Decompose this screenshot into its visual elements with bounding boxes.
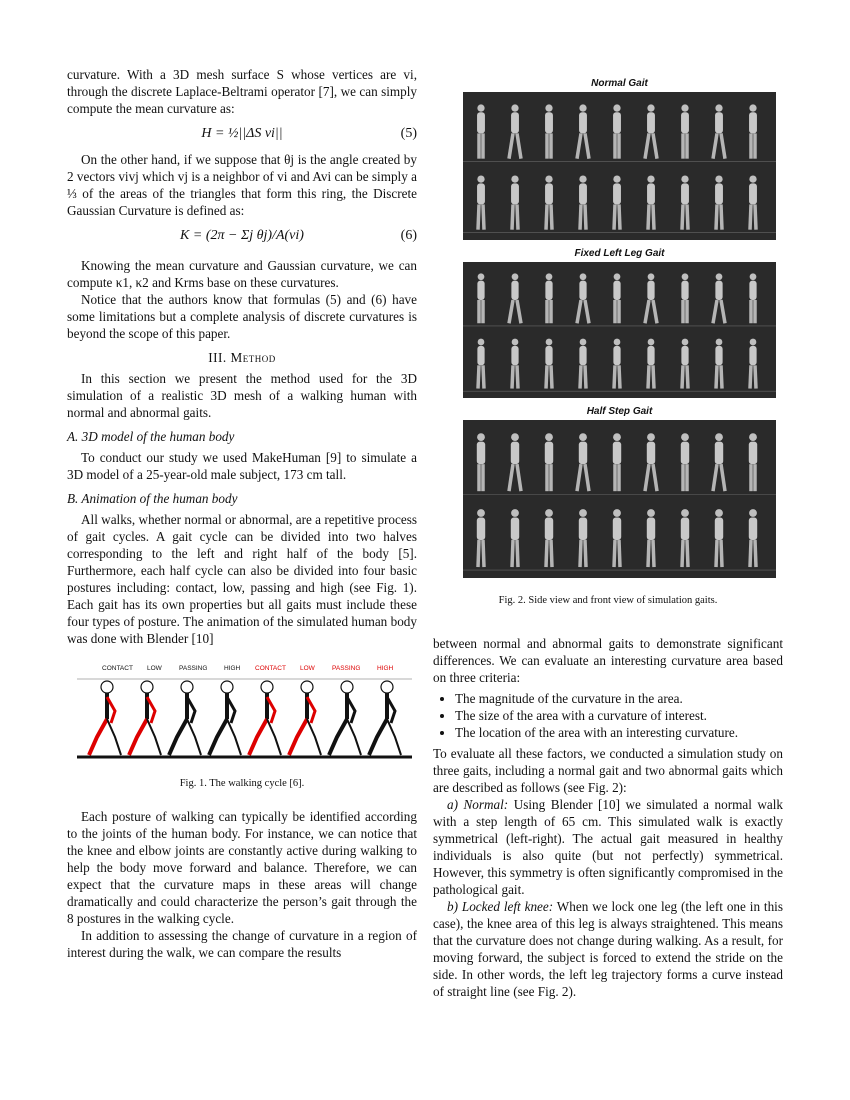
silhouette-leg	[713, 133, 717, 158]
silhouette-leg	[716, 365, 717, 388]
silhouette-head	[579, 509, 587, 517]
silhouette-body	[647, 183, 655, 204]
figure-leg	[147, 719, 161, 755]
silhouette-leg	[577, 464, 581, 491]
silhouette-body	[579, 281, 586, 300]
silhouette-head	[614, 273, 621, 280]
silhouette-body	[545, 442, 553, 465]
silhouette-body	[511, 517, 519, 540]
silhouette-leg	[517, 300, 521, 323]
paragraph-text: Using Blender [10] we simulated a normal walk with a step length of 65 cm. This simulated walk is exactly symmetrical (left-right). The actual gait measured in healthy individuals is also quite (but not perfectly) symmetrical. However, this symmetry is often significantly compromised in the pathological gait.	[433, 797, 784, 897]
silhouette-body	[681, 112, 689, 133]
fig1-label: LOW	[147, 665, 162, 672]
fig1-label: HIGH	[377, 665, 394, 672]
silhouette-leg	[750, 204, 751, 229]
silhouette-head	[647, 509, 655, 517]
silhouette-body	[545, 346, 552, 365]
silhouette-head	[613, 104, 620, 111]
figure-leg	[209, 719, 227, 755]
figure-leg	[289, 719, 307, 755]
silhouette-body	[477, 442, 485, 465]
paragraph	[433, 898, 783, 1000]
silhouette-head	[614, 339, 621, 346]
gait-image	[463, 420, 776, 578]
silhouette-body	[647, 442, 655, 465]
figure-leg	[307, 719, 321, 755]
silhouette-head	[477, 104, 484, 111]
silhouette-leg	[585, 464, 589, 491]
gait-panel	[463, 92, 776, 240]
silhouette-leg	[512, 204, 513, 229]
figure-leg	[129, 719, 147, 755]
silhouette-leg	[648, 204, 649, 229]
silhouette-leg	[721, 540, 722, 567]
figure-caption: Fig. 2. Side view and front view of simulation gaits.	[498, 595, 718, 606]
silhouette-head	[682, 339, 689, 346]
right-column	[433, 76, 783, 1000]
left-column	[67, 66, 417, 961]
silhouette-body	[613, 442, 621, 465]
silhouette-body	[511, 346, 518, 365]
silhouette-leg	[517, 365, 518, 388]
silhouette-head	[546, 273, 553, 280]
silhouette-body	[715, 346, 722, 365]
silhouette-head	[647, 104, 654, 111]
silhouette-body	[647, 517, 655, 540]
silhouette-body	[749, 183, 757, 204]
silhouette-body	[477, 112, 485, 133]
silhouette-head	[715, 433, 723, 441]
silhouette-leg	[478, 540, 479, 567]
silhouette-body	[749, 517, 757, 540]
silhouette-leg	[645, 133, 649, 158]
silhouette-leg	[512, 540, 513, 567]
silhouette-leg	[687, 365, 688, 388]
silhouette-head	[477, 175, 484, 182]
silhouette-leg	[483, 204, 484, 229]
figure-head	[181, 681, 193, 693]
silhouette-leg	[721, 464, 725, 491]
silhouette-head	[511, 175, 518, 182]
paragraph: In this section we present the method used for the 3D simulation of a realistic 3D mesh of a walking human with normal and abnormal gaits.	[67, 371, 417, 420]
silhouette-body	[647, 112, 655, 133]
silhouette-body	[579, 346, 586, 365]
silhouette-leg	[721, 300, 725, 323]
silhouette-leg	[653, 133, 657, 158]
silhouette-leg	[551, 540, 552, 567]
silhouette-leg	[585, 204, 586, 229]
silhouette-head	[716, 339, 723, 346]
silhouette-body	[681, 517, 689, 540]
silhouette-leg	[713, 300, 717, 323]
silhouette-body	[749, 442, 757, 465]
equation-number: (5)	[400, 126, 417, 141]
silhouette-leg	[619, 540, 620, 567]
silhouette-leg	[682, 540, 683, 567]
fig1-label: PASSING	[179, 665, 208, 672]
silhouette-body	[511, 183, 519, 204]
figure-caption: Fig. 1. The walking cycle [6].	[179, 778, 305, 789]
silhouette-body	[613, 112, 621, 133]
silhouette-head	[580, 273, 587, 280]
paragraph: All walks, whether normal or abnormal, are a repetitive process of gait cycles. A gait cycle can be divided into two halves corresponding to the left and right half of the body [5]. Furthermore, each half cycle can also be divided into four basic postures including: contact, low, passing and high (see Fig. 1). Each gait has its own properties but all gaits must include these four types of posture. The animation of the simulated human body was done with Blender [10]	[67, 512, 417, 646]
silhouette-body	[613, 183, 621, 204]
silhouette-leg	[648, 540, 649, 567]
silhouette-leg	[645, 464, 649, 491]
silhouette-leg	[512, 365, 513, 388]
silhouette-body	[511, 281, 518, 300]
list-item: • The location of the area with an interesting curvature.	[455, 724, 783, 741]
silhouette-head	[648, 339, 655, 346]
silhouette-body	[749, 346, 756, 365]
gait-figure-fixed-left-leg	[463, 246, 776, 398]
silhouette-leg	[551, 204, 552, 229]
silhouette-head	[647, 175, 654, 182]
fig1-label: HIGH	[224, 665, 241, 672]
silhouette-head	[716, 273, 723, 280]
paragraph: between normal and abnormal gaits to demonstrate significant differences. We can evaluate an interesting curvature area based on three criteria:	[433, 636, 783, 685]
gait-panel	[463, 420, 776, 578]
gait-figure-normal	[463, 76, 776, 240]
paragraph: To conduct our study we used MakeHuman [9] to simulate a 3D model of a 25-year-old male subject, 173 cm tall.	[67, 450, 417, 482]
silhouette-leg	[653, 540, 654, 567]
silhouette-leg	[653, 365, 654, 388]
silhouette-body	[545, 281, 552, 300]
silhouette-body	[681, 183, 689, 204]
silhouette-leg	[716, 204, 717, 229]
fig1-label: LOW	[300, 665, 315, 672]
silhouette-body	[681, 281, 688, 300]
silhouette-leg	[653, 300, 657, 323]
silhouette-head	[546, 339, 553, 346]
criteria-list	[433, 690, 783, 741]
paragraph: Each posture of walking can typically be identified according to the joints of the human body. For instance, we can notice that the knee and elbow joints are constantly active during walking to help the body move forward and balance. Therefore, we can expect that the curvature maps in these areas will change dramatically and could characterize the person’s gait through the 8 postures in the walking cycle.	[67, 809, 417, 926]
silhouette-body	[511, 112, 519, 133]
silhouette-head	[511, 104, 518, 111]
figure-leg	[329, 719, 347, 755]
silhouette-head	[579, 104, 586, 111]
paragraph-heading: a) Normal:	[447, 797, 509, 812]
silhouette-leg	[517, 464, 521, 491]
equation-text: K = (2π − Σj θj)/A(vi)	[180, 228, 304, 243]
silhouette-head	[749, 175, 756, 182]
silhouette-body	[715, 442, 723, 465]
silhouette-body	[545, 112, 553, 133]
silhouette-head	[750, 273, 757, 280]
silhouette-head	[478, 273, 485, 280]
silhouette-head	[749, 104, 756, 111]
silhouette-head	[512, 273, 519, 280]
figure-head	[261, 681, 273, 693]
figure-head	[101, 681, 113, 693]
silhouette-body	[579, 517, 587, 540]
silhouette-leg	[585, 133, 589, 158]
silhouette-head	[545, 104, 552, 111]
silhouette-leg	[577, 133, 581, 158]
silhouette-leg	[580, 365, 581, 388]
figure-head	[381, 681, 393, 693]
silhouette-head	[580, 339, 587, 346]
paragraph: curvature. With a 3D mesh surface S whose vertices are vi, through the discrete Laplace-Beltrami operator [7], we can simply compute the mean curvature as:	[67, 67, 417, 116]
silhouette-body	[613, 517, 621, 540]
silhouette-leg	[517, 133, 521, 158]
figure-leg	[227, 719, 241, 755]
silhouette-leg	[682, 204, 683, 229]
paragraph: In addition to assessing the change of curvature in a region of interest during the walk, we can compare the results	[67, 928, 417, 960]
silhouette-leg	[580, 540, 581, 567]
silhouette-leg	[648, 365, 649, 388]
figure-leg	[187, 719, 201, 755]
silhouette-leg	[509, 300, 513, 323]
silhouette-leg	[721, 365, 722, 388]
silhouette-leg	[577, 300, 581, 323]
silhouette-body	[647, 346, 654, 365]
silhouette-head	[478, 339, 485, 346]
figure-leg	[249, 719, 267, 755]
list-item: • The size of the area with a curvature of interest.	[455, 707, 783, 724]
silhouette-leg	[614, 204, 615, 229]
silhouette-head	[545, 175, 552, 182]
silhouette-leg	[478, 365, 479, 388]
gait-image	[463, 92, 776, 240]
paragraph: On the other hand, if we suppose that θj is the angle created by 2 vectors vivj which vj is a neighbor of vi and Avi can be simply a ⅓ of the areas of the triangles that form this ring, the Discrete Gaussian Curvature is defined as:	[67, 152, 417, 218]
silhouette-leg	[713, 464, 717, 491]
silhouette-leg	[509, 464, 513, 491]
figure-leg	[169, 719, 187, 755]
silhouette-leg	[755, 540, 756, 567]
gait-title: Half Step Gait	[586, 406, 653, 417]
silhouette-head	[749, 433, 757, 441]
paragraph-heading: b) Locked left knee:	[447, 899, 554, 914]
silhouette-body	[749, 112, 757, 133]
silhouette-body	[477, 183, 485, 204]
silhouette-leg	[585, 540, 586, 567]
gait-figure-half-step	[463, 404, 776, 578]
silhouette-leg	[755, 204, 756, 229]
silhouette-head	[545, 509, 553, 517]
silhouette-leg	[585, 300, 589, 323]
silhouette-head	[613, 175, 620, 182]
silhouette-body	[579, 112, 587, 133]
silhouette-body	[715, 517, 723, 540]
silhouette-body	[715, 112, 723, 133]
silhouette-leg	[483, 365, 484, 388]
silhouette-head	[613, 509, 621, 517]
silhouette-leg	[478, 204, 479, 229]
subsection-heading: A. 3D model of the human body	[67, 429, 235, 444]
silhouette-body	[681, 442, 689, 465]
figure-leg	[369, 719, 387, 755]
figure-leg	[107, 719, 121, 755]
gait-panel	[463, 262, 776, 398]
equation-number: (6)	[400, 228, 417, 243]
silhouette-body	[477, 281, 484, 300]
silhouette-body	[477, 517, 485, 540]
figure-head	[301, 681, 313, 693]
silhouette-head	[613, 433, 621, 441]
silhouette-body	[511, 442, 519, 465]
silhouette-body	[647, 281, 654, 300]
silhouette-head	[477, 509, 485, 517]
silhouette-leg	[546, 540, 547, 567]
equation-text: H = ½||ΔS vi||	[201, 126, 283, 141]
gait-title: Fixed Left Leg Gait	[574, 248, 665, 259]
silhouette-leg	[750, 540, 751, 567]
silhouette-leg	[716, 540, 717, 567]
silhouette-leg	[721, 133, 725, 158]
silhouette-leg	[509, 133, 513, 158]
gait-title: Normal Gait	[591, 78, 648, 89]
silhouette-leg	[755, 365, 756, 388]
silhouette-head	[579, 175, 586, 182]
silhouette-head	[477, 433, 485, 441]
fig1-figures	[89, 681, 401, 755]
silhouette-leg	[653, 464, 657, 491]
figure-leg	[347, 719, 361, 755]
subsection-heading: B. Animation of the human body	[67, 491, 238, 506]
paragraph: Knowing the mean curvature and Gaussian curvature, we can compute κ1, κ2 and Krms base on these curvatures.	[67, 258, 417, 290]
silhouette-head	[750, 339, 757, 346]
silhouette-head	[511, 433, 519, 441]
silhouette-head	[511, 509, 519, 517]
silhouette-leg	[580, 204, 581, 229]
silhouette-leg	[653, 204, 654, 229]
figure-head	[341, 681, 353, 693]
fig1-label: CONTACT	[255, 665, 286, 672]
silhouette-body	[545, 517, 553, 540]
silhouette-leg	[721, 204, 722, 229]
silhouette-leg	[614, 365, 615, 388]
paragraph: To evaluate all these factors, we conducted a simulation study on three gaits, including a normal gait and two abnormal gaits which are described as follows (see Fig. 2):	[433, 746, 783, 795]
silhouette-body	[613, 281, 620, 300]
silhouette-head	[682, 273, 689, 280]
silhouette-head	[715, 104, 722, 111]
silhouette-body	[613, 346, 620, 365]
silhouette-head	[715, 175, 722, 182]
silhouette-leg	[682, 365, 683, 388]
silhouette-head	[681, 509, 689, 517]
fig1-label: CONTACT	[102, 665, 133, 672]
walking-cycle-graphic	[67, 659, 417, 769]
silhouette-leg	[585, 365, 586, 388]
silhouette-leg	[551, 365, 552, 388]
silhouette-body	[681, 346, 688, 365]
section-heading: III. Method	[208, 350, 276, 365]
figure-leg	[89, 719, 107, 755]
figure-leg	[267, 719, 281, 755]
silhouette-leg	[687, 204, 688, 229]
silhouette-leg	[517, 204, 518, 229]
equation-6	[67, 219, 417, 257]
silhouette-head	[681, 175, 688, 182]
fig1-label: PASSING	[332, 665, 361, 672]
silhouette-body	[715, 183, 723, 204]
paragraph: Notice that the authors know that formulas (5) and (6) have some limitations but a complete analysis of discrete curvatures is beyond the scope of this paper.	[67, 292, 417, 341]
silhouette-leg	[619, 204, 620, 229]
silhouette-head	[749, 509, 757, 517]
paragraph-text: When we lock one leg (the left one in this case), the knee area of this leg is always straightened. This means that the curvature does not change during walking. As a result, for moving forward, the subject is forced to extend the stride on the side. In other words, the left leg trajectory forms a curve instead of straight line (see Fig. 2).	[433, 899, 783, 999]
equation-5	[67, 117, 417, 151]
gait-image	[463, 262, 776, 398]
paragraph	[433, 796, 783, 898]
silhouette-leg	[687, 540, 688, 567]
silhouette-body	[715, 281, 722, 300]
silhouette-head	[715, 509, 723, 517]
walking-cycle-figure	[67, 659, 417, 769]
silhouette-head	[545, 433, 553, 441]
silhouette-leg	[483, 540, 484, 567]
silhouette-head	[681, 104, 688, 111]
figure-leg	[387, 719, 401, 755]
silhouette-head	[579, 433, 587, 441]
silhouette-leg	[546, 365, 547, 388]
silhouette-leg	[517, 540, 518, 567]
silhouette-head	[648, 273, 655, 280]
silhouette-body	[477, 346, 484, 365]
figure-head	[141, 681, 153, 693]
silhouette-body	[545, 183, 553, 204]
silhouette-leg	[546, 204, 547, 229]
silhouette-leg	[750, 365, 751, 388]
silhouette-head	[647, 433, 655, 441]
silhouette-leg	[614, 540, 615, 567]
figure-head	[221, 681, 233, 693]
silhouette-head	[681, 433, 689, 441]
silhouette-body	[579, 442, 587, 465]
silhouette-head	[512, 339, 519, 346]
silhouette-leg	[645, 300, 649, 323]
silhouette-body	[579, 183, 587, 204]
list-item: • The magnitude of the curvature in the area.	[455, 690, 783, 707]
silhouette-leg	[619, 365, 620, 388]
silhouette-body	[749, 281, 756, 300]
